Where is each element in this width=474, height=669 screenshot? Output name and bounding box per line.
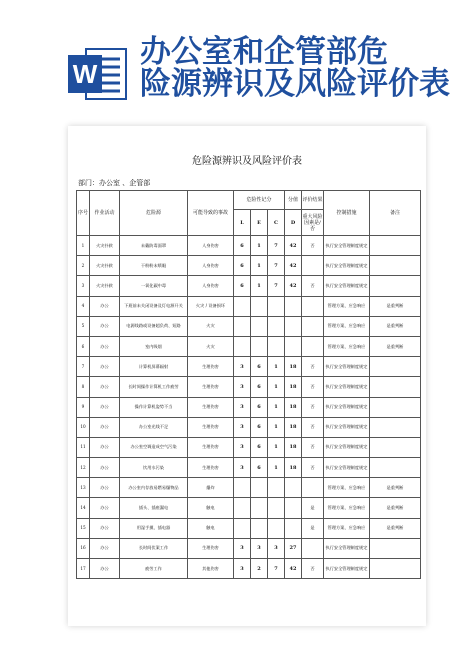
row-measure: 执行安全管理制度规定 bbox=[324, 357, 370, 377]
row-number: 3 bbox=[77, 276, 90, 296]
row-number: 9 bbox=[77, 397, 90, 417]
row-number: 12 bbox=[77, 458, 90, 478]
header-C: C bbox=[268, 210, 285, 236]
row-C: 7 bbox=[268, 559, 285, 579]
row-activity: 办公 bbox=[90, 336, 120, 356]
row-number: 14 bbox=[77, 498, 90, 518]
table-row bbox=[77, 397, 421, 417]
row-D bbox=[285, 518, 302, 538]
row-number: 4 bbox=[77, 296, 90, 316]
row-major-risk: 否 bbox=[302, 559, 324, 579]
row-remark bbox=[370, 397, 421, 417]
row-major-risk: 否 bbox=[302, 397, 324, 417]
row-E bbox=[251, 296, 268, 316]
row-major-risk: 否 bbox=[302, 357, 324, 377]
row-accident: 生理伤害 bbox=[188, 397, 234, 417]
row-C: 7 bbox=[268, 236, 285, 256]
header-eval-group: 危险性记分 bbox=[234, 191, 285, 210]
table-row bbox=[77, 316, 421, 336]
row-major-risk: 否 bbox=[302, 417, 324, 437]
row-major-risk: 是 bbox=[302, 498, 324, 518]
row-E bbox=[251, 336, 268, 356]
row-E: 1 bbox=[251, 236, 268, 256]
row-hazard: 一氧化碳中毒 bbox=[120, 276, 188, 296]
row-remark bbox=[370, 458, 421, 478]
table-row bbox=[77, 276, 421, 296]
row-activity: 火灾扑救 bbox=[90, 236, 120, 256]
row-major-risk: 否 bbox=[302, 276, 324, 296]
row-E bbox=[251, 316, 268, 336]
row-E bbox=[251, 478, 268, 498]
row-C bbox=[268, 518, 285, 538]
row-E: 6 bbox=[251, 397, 268, 417]
row-E bbox=[251, 498, 268, 518]
row-accident: 生理伤害 bbox=[188, 458, 234, 478]
row-hazard: 办公室光线不足 bbox=[120, 417, 188, 437]
row-L: 6 bbox=[234, 256, 251, 276]
row-L bbox=[234, 336, 251, 356]
header-result: 评价结果 bbox=[302, 191, 324, 210]
row-accident: 火灾 bbox=[188, 336, 234, 356]
row-number: 5 bbox=[77, 316, 90, 336]
row-hazard: 用湿手摸、插电器 bbox=[120, 518, 188, 538]
row-measure: 管理方案、应急响应 bbox=[324, 336, 370, 356]
department-line: 部门：办公室 、企管部 bbox=[78, 179, 151, 187]
table-row bbox=[77, 458, 421, 478]
row-activity: 办公 bbox=[90, 538, 120, 558]
row-D bbox=[285, 336, 302, 356]
row-E: 3 bbox=[251, 538, 268, 558]
row-D bbox=[285, 296, 302, 316]
row-accident: 触电 bbox=[188, 518, 234, 538]
row-measure: 管理方案、应急响应 bbox=[324, 316, 370, 336]
table-row bbox=[77, 498, 421, 518]
row-D: 18 bbox=[285, 397, 302, 417]
row-activity: 办公 bbox=[90, 518, 120, 538]
row-accident: 触电 bbox=[188, 498, 234, 518]
row-activity: 办公 bbox=[90, 417, 120, 437]
row-accident: 生理伤害 bbox=[188, 377, 234, 397]
row-activity: 办公 bbox=[90, 377, 120, 397]
row-number: 13 bbox=[77, 478, 90, 498]
row-remark: 是重判断 bbox=[370, 518, 421, 538]
row-E: 1 bbox=[251, 276, 268, 296]
row-L: 3 bbox=[234, 559, 251, 579]
table-row bbox=[77, 518, 421, 538]
table-row bbox=[77, 437, 421, 457]
row-measure: 管理方案、应急响应 bbox=[324, 518, 370, 538]
row-hazard: 下班前未关闭设备及灯电源开关 bbox=[120, 296, 188, 316]
row-major-risk bbox=[302, 336, 324, 356]
row-hazard: 操作计算机姿势不当 bbox=[120, 397, 188, 417]
row-D: 18 bbox=[285, 437, 302, 457]
row-measure: 执行安全管理制度规定 bbox=[324, 437, 370, 457]
row-E: 6 bbox=[251, 458, 268, 478]
row-D: 18 bbox=[285, 458, 302, 478]
row-major-risk bbox=[302, 538, 324, 558]
table-row bbox=[77, 296, 421, 316]
row-L: 6 bbox=[234, 236, 251, 256]
row-C: 3 bbox=[268, 538, 285, 558]
header-E: E bbox=[251, 210, 268, 236]
row-hazard: 插头、插座漏电 bbox=[120, 498, 188, 518]
row-L bbox=[234, 518, 251, 538]
row-E bbox=[251, 518, 268, 538]
row-L: 3 bbox=[234, 458, 251, 478]
row-hazard: 饮用水污染 bbox=[120, 458, 188, 478]
row-L bbox=[234, 316, 251, 336]
row-hazard: 长时间操作计算机工作疲劳 bbox=[120, 377, 188, 397]
row-major-risk bbox=[302, 316, 324, 336]
row-C bbox=[268, 498, 285, 518]
row-C bbox=[268, 478, 285, 498]
row-C: 1 bbox=[268, 417, 285, 437]
row-remark bbox=[370, 538, 421, 558]
row-D: 18 bbox=[285, 357, 302, 377]
row-C: 7 bbox=[268, 276, 285, 296]
table-row bbox=[77, 538, 421, 558]
row-L: 3 bbox=[234, 417, 251, 437]
row-remark: 是重判断 bbox=[370, 316, 421, 336]
row-C bbox=[268, 296, 285, 316]
row-remark: 是重判断 bbox=[370, 498, 421, 518]
header-L: L bbox=[234, 210, 251, 236]
row-L bbox=[234, 296, 251, 316]
row-number: 16 bbox=[77, 538, 90, 558]
table-row bbox=[77, 357, 421, 377]
header-accident: 可能导致的事故 bbox=[188, 191, 234, 236]
row-measure: 执行安全管理制度规定 bbox=[324, 377, 370, 397]
table-row bbox=[77, 559, 421, 579]
row-remark bbox=[370, 559, 421, 579]
row-measure: 执行安全管理制度规定 bbox=[324, 417, 370, 437]
row-activity: 火灾扑救 bbox=[90, 276, 120, 296]
row-D: 18 bbox=[285, 417, 302, 437]
row-accident: 爆炸 bbox=[188, 478, 234, 498]
row-measure: 执行安全管理制度规定 bbox=[324, 276, 370, 296]
row-measure: 执行安全管理制度规定 bbox=[324, 256, 370, 276]
row-number: 6 bbox=[77, 336, 90, 356]
row-L bbox=[234, 498, 251, 518]
row-activity: 办公 bbox=[90, 357, 120, 377]
row-activity: 火灾扑救 bbox=[90, 256, 120, 276]
row-measure: 管理方案、应急响应 bbox=[324, 478, 370, 498]
row-remark: 是重判断 bbox=[370, 478, 421, 498]
row-L: 3 bbox=[234, 437, 251, 457]
row-number: 2 bbox=[77, 256, 90, 276]
row-E: 6 bbox=[251, 357, 268, 377]
row-D bbox=[285, 478, 302, 498]
row-hazard: 计算机屏幕辐射 bbox=[120, 357, 188, 377]
row-remark bbox=[370, 276, 421, 296]
row-activity: 办公 bbox=[90, 316, 120, 336]
row-C: 7 bbox=[268, 256, 285, 276]
row-hazard: 室内吸烟 bbox=[120, 336, 188, 356]
row-E: 1 bbox=[251, 256, 268, 276]
row-measure: 执行安全管理制度规定 bbox=[324, 397, 370, 417]
row-D: 42 bbox=[285, 236, 302, 256]
row-accident: 火灾 bbox=[188, 316, 234, 336]
header-remark: 备注 bbox=[370, 191, 421, 236]
row-C: 1 bbox=[268, 357, 285, 377]
table-row bbox=[77, 236, 421, 256]
row-major-risk bbox=[302, 478, 324, 498]
row-E: 6 bbox=[251, 437, 268, 457]
header-major-risk: 重大风险因素是/否 bbox=[302, 210, 324, 236]
row-number: 1 bbox=[77, 236, 90, 256]
row-measure: 执行安全管理制度规定 bbox=[324, 236, 370, 256]
row-C: 1 bbox=[268, 437, 285, 457]
row-hazard: 电源线路或设备超负荷、短路 bbox=[120, 316, 188, 336]
row-E: 6 bbox=[251, 417, 268, 437]
row-number: 11 bbox=[77, 437, 90, 457]
row-accident: 生理伤害 bbox=[188, 437, 234, 457]
row-major-risk bbox=[302, 256, 324, 276]
row-activity: 办公 bbox=[90, 498, 120, 518]
row-remark bbox=[370, 377, 421, 397]
row-activity: 办公 bbox=[90, 458, 120, 478]
row-accident: 人身伤害 bbox=[188, 276, 234, 296]
table-row bbox=[77, 377, 421, 397]
header-score: 分值 bbox=[285, 191, 302, 210]
row-D: 42 bbox=[285, 559, 302, 579]
row-number: 7 bbox=[77, 357, 90, 377]
row-accident: 其他伤害 bbox=[188, 559, 234, 579]
row-D: 42 bbox=[285, 276, 302, 296]
row-C: 1 bbox=[268, 397, 285, 417]
row-L: 6 bbox=[234, 276, 251, 296]
row-measure: 管理方案、应急响应 bbox=[324, 296, 370, 316]
row-remark bbox=[370, 437, 421, 457]
row-L bbox=[234, 478, 251, 498]
row-D: 27 bbox=[285, 538, 302, 558]
row-L: 3 bbox=[234, 357, 251, 377]
word-document-icon bbox=[68, 47, 128, 101]
row-D bbox=[285, 498, 302, 518]
row-hazard: 长时间伏案工作 bbox=[120, 538, 188, 558]
row-L: 3 bbox=[234, 397, 251, 417]
row-E: 6 bbox=[251, 377, 268, 397]
row-remark bbox=[370, 236, 421, 256]
row-number: 15 bbox=[77, 518, 90, 538]
table-row bbox=[77, 256, 421, 276]
row-activity: 办公 bbox=[90, 559, 120, 579]
banner-title bbox=[140, 36, 450, 100]
table-row bbox=[77, 478, 421, 498]
word-icon-letter: W bbox=[72, 59, 98, 89]
page-banner bbox=[0, 0, 474, 115]
row-remark bbox=[370, 357, 421, 377]
row-activity: 办公 bbox=[90, 478, 120, 498]
header-hazard: 危险源 bbox=[120, 191, 188, 236]
row-major-risk bbox=[302, 296, 324, 316]
row-C bbox=[268, 316, 285, 336]
row-activity: 办公 bbox=[90, 397, 120, 417]
row-number: 17 bbox=[77, 559, 90, 579]
row-C bbox=[268, 336, 285, 356]
row-measure: 执行安全管理制度规定 bbox=[324, 559, 370, 579]
row-major-risk: 否 bbox=[302, 437, 324, 457]
row-accident: 人身伤害 bbox=[188, 236, 234, 256]
row-activity: 办公 bbox=[90, 296, 120, 316]
banner-title-line1: 办公室和企管部危 bbox=[140, 34, 388, 70]
header-seq: 序号 bbox=[77, 191, 90, 236]
row-accident: 人身伤害 bbox=[188, 256, 234, 276]
header-activity: 作业活动 bbox=[90, 191, 120, 236]
table-row bbox=[77, 417, 421, 437]
row-measure: 执行安全管理制度规定 bbox=[324, 458, 370, 478]
row-C: 1 bbox=[268, 377, 285, 397]
header-measures: 控制措施 bbox=[324, 191, 370, 236]
row-C: 1 bbox=[268, 458, 285, 478]
row-L: 3 bbox=[234, 377, 251, 397]
row-number: 8 bbox=[77, 377, 90, 397]
row-remark: 是重判断 bbox=[370, 336, 421, 356]
document-title: 危险源辨识及风险评价表 bbox=[192, 156, 302, 167]
row-hazard: 干粉粉末喷眼 bbox=[120, 256, 188, 276]
row-D: 42 bbox=[285, 256, 302, 276]
row-accident: 生理伤害 bbox=[188, 417, 234, 437]
row-major-risk: 否 bbox=[302, 458, 324, 478]
row-major-risk: 否 bbox=[302, 377, 324, 397]
row-measure: 执行安全管理制度规定 bbox=[324, 538, 370, 558]
row-D: 18 bbox=[285, 377, 302, 397]
row-remark: 是重判断 bbox=[370, 296, 421, 316]
table-row bbox=[77, 336, 421, 356]
banner-title-line2: 险源辨识及风险评价表 bbox=[140, 66, 450, 102]
risk-table bbox=[76, 190, 421, 579]
row-major-risk: 否 bbox=[302, 236, 324, 256]
row-hazard: 疲劳工作 bbox=[120, 559, 188, 579]
row-remark bbox=[370, 417, 421, 437]
row-major-risk: 是 bbox=[302, 518, 324, 538]
document-page bbox=[68, 126, 426, 626]
row-activity: 办公 bbox=[90, 437, 120, 457]
row-E: 2 bbox=[251, 559, 268, 579]
row-accident: 生理伤害 bbox=[188, 357, 234, 377]
header-D: D bbox=[285, 210, 302, 236]
row-remark bbox=[370, 256, 421, 276]
row-L: 3 bbox=[234, 538, 251, 558]
row-accident: 火灾 / 设备损坏 bbox=[188, 296, 234, 316]
row-number: 10 bbox=[77, 417, 90, 437]
row-accident: 生理伤害 bbox=[188, 538, 234, 558]
row-measure: 管理方案、应急响应 bbox=[324, 498, 370, 518]
row-hazard: 办公室内存放易燃易爆物品 bbox=[120, 478, 188, 498]
row-D bbox=[285, 316, 302, 336]
row-hazard: 未戴防毒面罩 bbox=[120, 236, 188, 256]
row-hazard: 办公室空调造成空气污染 bbox=[120, 437, 188, 457]
